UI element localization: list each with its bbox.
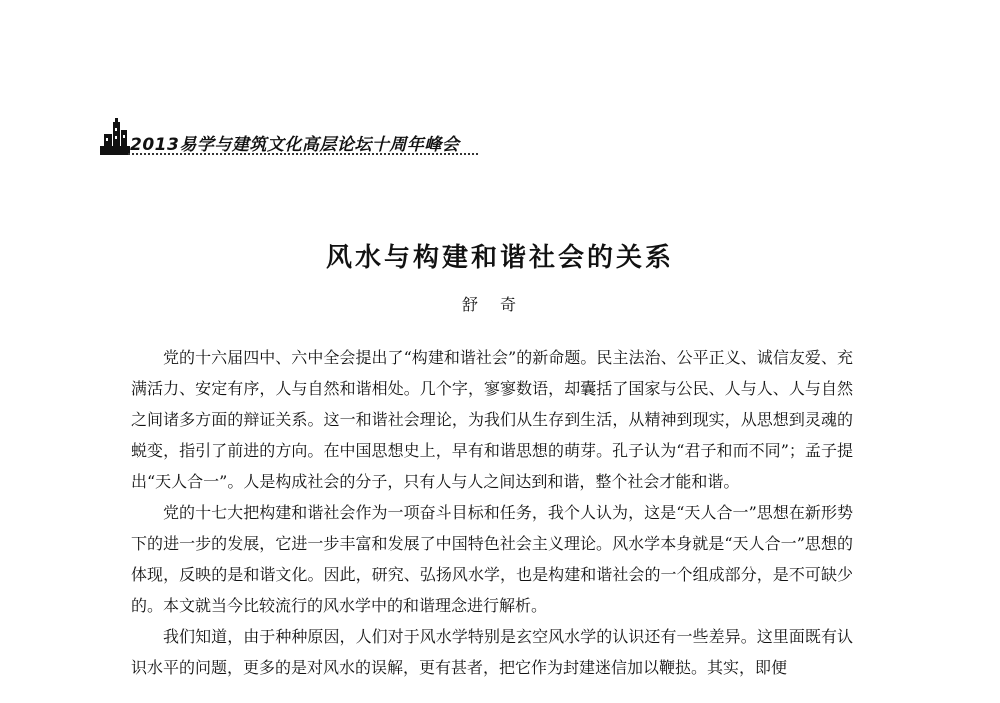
paragraph: 党的十六届四中、六中全会提出了“构建和谐社会”的新命题。民主法治、公平正义、诚信友爱、充满活力、安定有序，人与自然和谐相处。几个字，寥寥数语，却囊括了国家与公民、人与人、人与自然之间诸多方面的辩证关系。这一和谐社会理论，为我们从生存到生活，从精神到现实，从思想到灵魂的蜕变，指引了前进的方向。在中国思想史上，早有和谐思想的萌芽。孔子认为“君子和而不同”；孟子提出“天人合一”。人是构成社会的分子，只有人与人之间达到和谐，整个社会才能和谐。 (131, 348, 853, 491)
header-title: 2013易学与建筑文化高层论坛十周年峰会 (130, 135, 460, 155)
article-author: 舒奇 (461, 295, 538, 314)
paragraph: 党的十七大把构建和谐社会作为一项奋斗目标和任务，我个人认为，这是“天人合一”思想在新形势下的进一步的发展，它进一步丰富和发展了中国特色社会主义理论。风水学本身就是“天人合一”思想的体现，反映的是和谐文化。因此，研究、弘扬风水学，也是构建和谐社会的一个组成部分，是不可缺少的。本文就当今比较流行的风水学中的和谐理念进行解析。 (131, 503, 853, 615)
paragraph: 我们知道，由于种种原因，人们对于风水学特别是玄空风水学的认识还有一些差异。这里面既有认识水平的问题，更多的是对风水的误解，更有甚者，把它作为封建迷信加以鞭挞。其实，即便 (131, 627, 853, 677)
header-divider (128, 153, 478, 155)
running-header (98, 116, 488, 160)
building-silhouette-icon (98, 116, 132, 156)
article-body (131, 342, 853, 683)
article-title: 风水与构建和谐社会的关系 (325, 243, 674, 273)
